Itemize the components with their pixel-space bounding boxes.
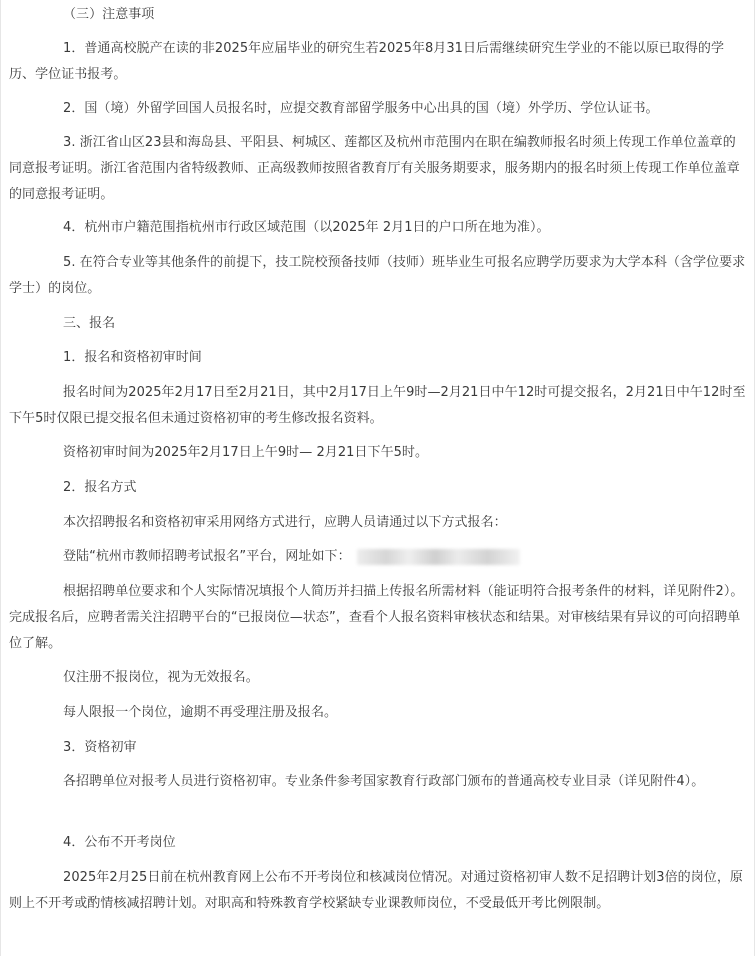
platform-line-text: 登陆“杭州市教师招聘考试报名”平台，网址如下：: [63, 549, 351, 564]
registration-time-paragraph: 报名时间为2025年2月17日至2月21日，其中2月17日上午9时—2月21日中午12时可提交报名，2月21日中午12时至下午5时仅限已提交报名但未通过资格初审的考生修改报名资料。: [9, 385, 746, 426]
invalid-registration-paragraph: 仅注册不报岗位，视为无效报名。: [63, 670, 259, 685]
note-4: 4．杭州市户籍范围指杭州市行政区域范围（以2025年 2月1日的户口所在地为准）。: [63, 220, 550, 235]
cancelled-positions-paragraph: 2025年2月25日前在杭州教育网上公布不开考岗位和核减岗位情况。对通过资格初审人数不足招聘计划3倍的岗位，原则上不开考或酌情核减招聘计划。对职高和特殊教育学校紧缺专业课教师岗位，不受最低开考比例限制。: [9, 870, 743, 911]
materials-paragraph: 根据招聘单位要求和个人实际情况填报个人简历并扫描上传报名所需材料（能证明符合报考条件的材料，详见附件2）。完成报名后，应聘者需关注招聘平台的“已报岗位—状态”，查看个人报名资料审核状态和结果。对审核结果有异议的可向招聘单位了解。: [9, 584, 744, 651]
subheading-method: 2．报名方式: [63, 480, 137, 495]
notes-heading: （三）注意事项: [63, 7, 155, 22]
subheading-review: 3．资格初审: [63, 740, 137, 755]
note-5: 5. 在符合专业等其他条件的前提下，技工院校预备技师（技师）班毕业生可报名应聘学历要求为大学本科（含学位要求学士）的岗位。: [9, 255, 746, 296]
review-time-paragraph: 资格初审时间为2025年2月17日上午9时— 2月21日下午5时。: [63, 445, 429, 460]
redacted-url: [357, 549, 520, 565]
subheading-cancelled-positions: 4．公布不开考岗位: [63, 835, 176, 850]
method-intro-paragraph: 本次招聘报名和资格初审采用网络方式进行，应聘人员请通过以下方式报名：: [63, 515, 507, 530]
review-paragraph: 各招聘单位对报考人员进行资格初审。专业条件参考国家教育行政部门颁布的普通高校专业目录（详见附件4）。: [63, 774, 705, 789]
section-heading-registration: 三、报名: [63, 316, 116, 331]
subheading-time: 1．报名和资格初审时间: [63, 350, 202, 365]
note-1: 1．普通高校脱产在读的非2025年应届毕业的研究生若2025年8月31日后需继续研究生学业的不能以原已取得的学历、学位证书报考。: [9, 41, 725, 82]
note-2: 2．国（境）外留学回国人员报名时，应提交教育部留学服务中心出具的国（境）外学历、学位认证书。: [63, 101, 659, 116]
platform-line: [1, 544, 755, 570]
note-3: 3. 浙江省山区23县和海岛县、平阳县、柯城区、莲都区及杭州市范围内在职在编教师报名时须上传现工作单位盖章的同意报考证明。浙江省范围内省特级教师、正高级教师按照省教育厅有关服务期要求，服务期内的报名时须上传现工作单位盖章的同意报考证明。: [9, 135, 740, 202]
one-position-paragraph: 每人限报一个岗位，逾期不再受理注册及报名。: [63, 705, 338, 720]
